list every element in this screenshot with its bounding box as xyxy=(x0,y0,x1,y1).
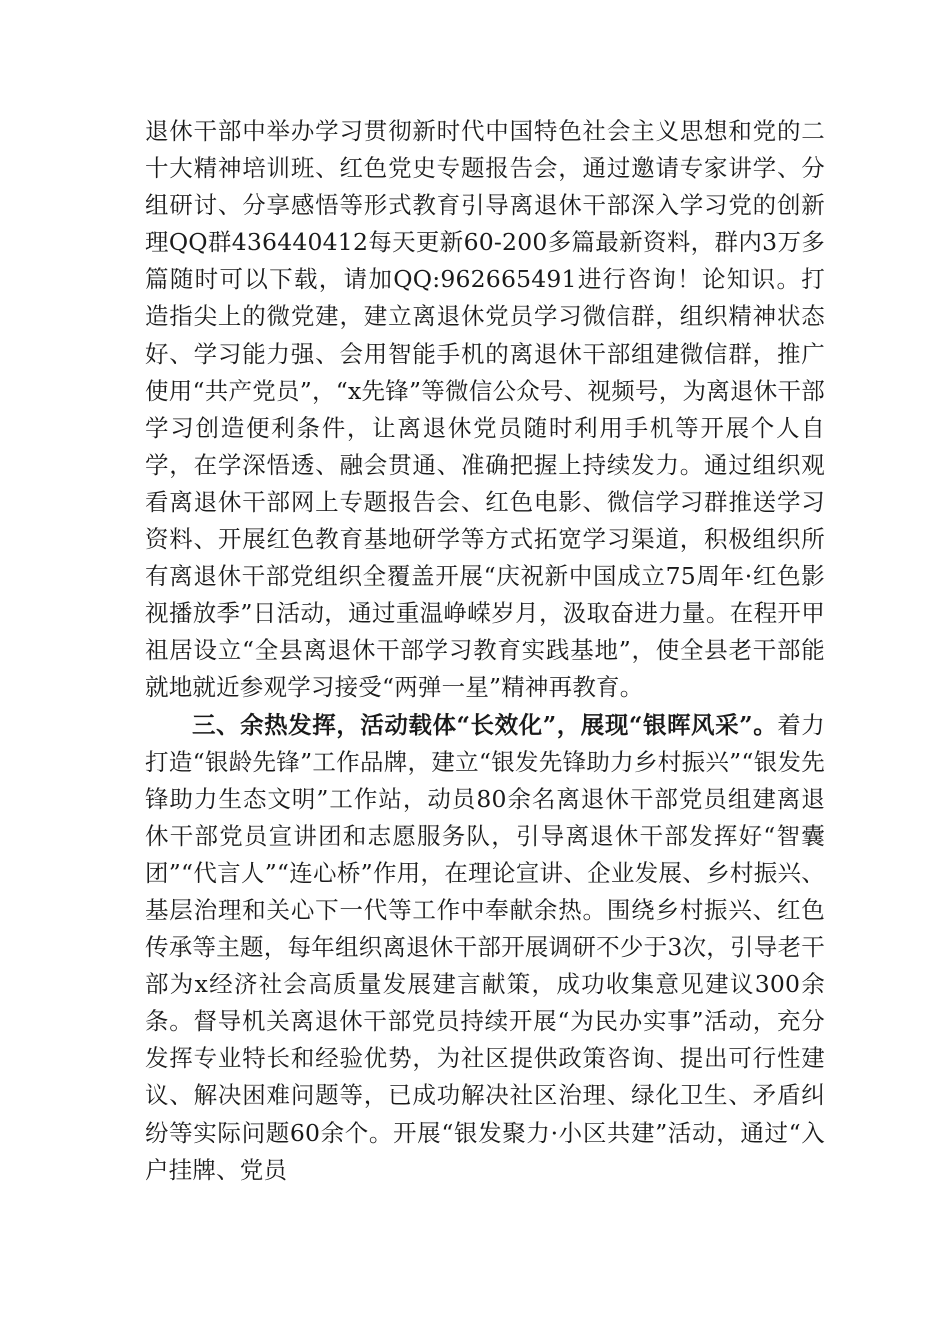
section-body: 着力打造“银龄先锋”工作品牌，建立“银发先锋助力乡村振兴”“银发先锋助力生态文明”工作站，动员80余名离退休干部党员组建离退休干部党员宣讲团和志愿服务队，引导离退休干部发挥好“智囊团”“代言人”“连心桥”作用，在理论宣讲、企业发展、乡村振兴、基层治理和关心下一代等工作中奉献余热。围绕乡村振兴、红色传承等主题，每年组织离退休干部开展调研不少于3次，引导老干部为x经济社会高质量发展建言献策，成功收集意见建议300余条。督导机关离退休干部党员持续开展“为民办实事”活动，充分发挥专业特长和经验优势，为社区提供政策咨询、提出可行性建议、解决困难问题等，已成功解决社区治理、绿化卫生、矛盾纠纷等实际问题60余个。开展“银发聚力·小区共建”活动，通过“入户挂牌、党员 xyxy=(145,710,825,1184)
body-paragraph: 退休干部中举办学习贯彻新时代中国特色社会主义思想和党的二十大精神培训班、红色党史专题报告会，通过邀请专家讲学、分组研讨、分享感悟等形式教育引导离退休干部深入学习党的创新理QQ群436440412每天更新60-200多篇最新资料，群内3万多篇随时可以下载，请加QQ:962665491进行咨询！论知识。打造指尖上的微党建，建立离退休党员学习微信群，组织精神状态好、学习能力强、会用智能手机的离退休干部组建微信群，推广使用“共产党员”，“x先锋”等微信公众号、视频号，为离退休干部学习创造便利条件，让离退休党员随时利用手机等开展个人自学，在学深悟透、融会贯通、准确把握上持续发力。通过组织观看离退休干部网上专题报告会、红色电影、微信学习群推送学习资料、开展红色教育基地研学等方式拓宽学习渠道，积极组织所有离退休干部党组织全覆盖开展“庆祝新中国成立75周年·红色影视播放季”日活动，通过重温峥嵘岁月，汲取奋进力量。在程开甲祖居设立“全县离退休干部学习教育实践基地”，使全县老干部能就地就近参观学习接受“两弹一星”精神再教育。 xyxy=(145,117,825,702)
section-heading: 三、余热发挥，活动载体“长效化”，展现“银晖风采”。 xyxy=(192,710,778,739)
document-body xyxy=(145,113,825,1189)
section-paragraph xyxy=(145,707,825,1189)
